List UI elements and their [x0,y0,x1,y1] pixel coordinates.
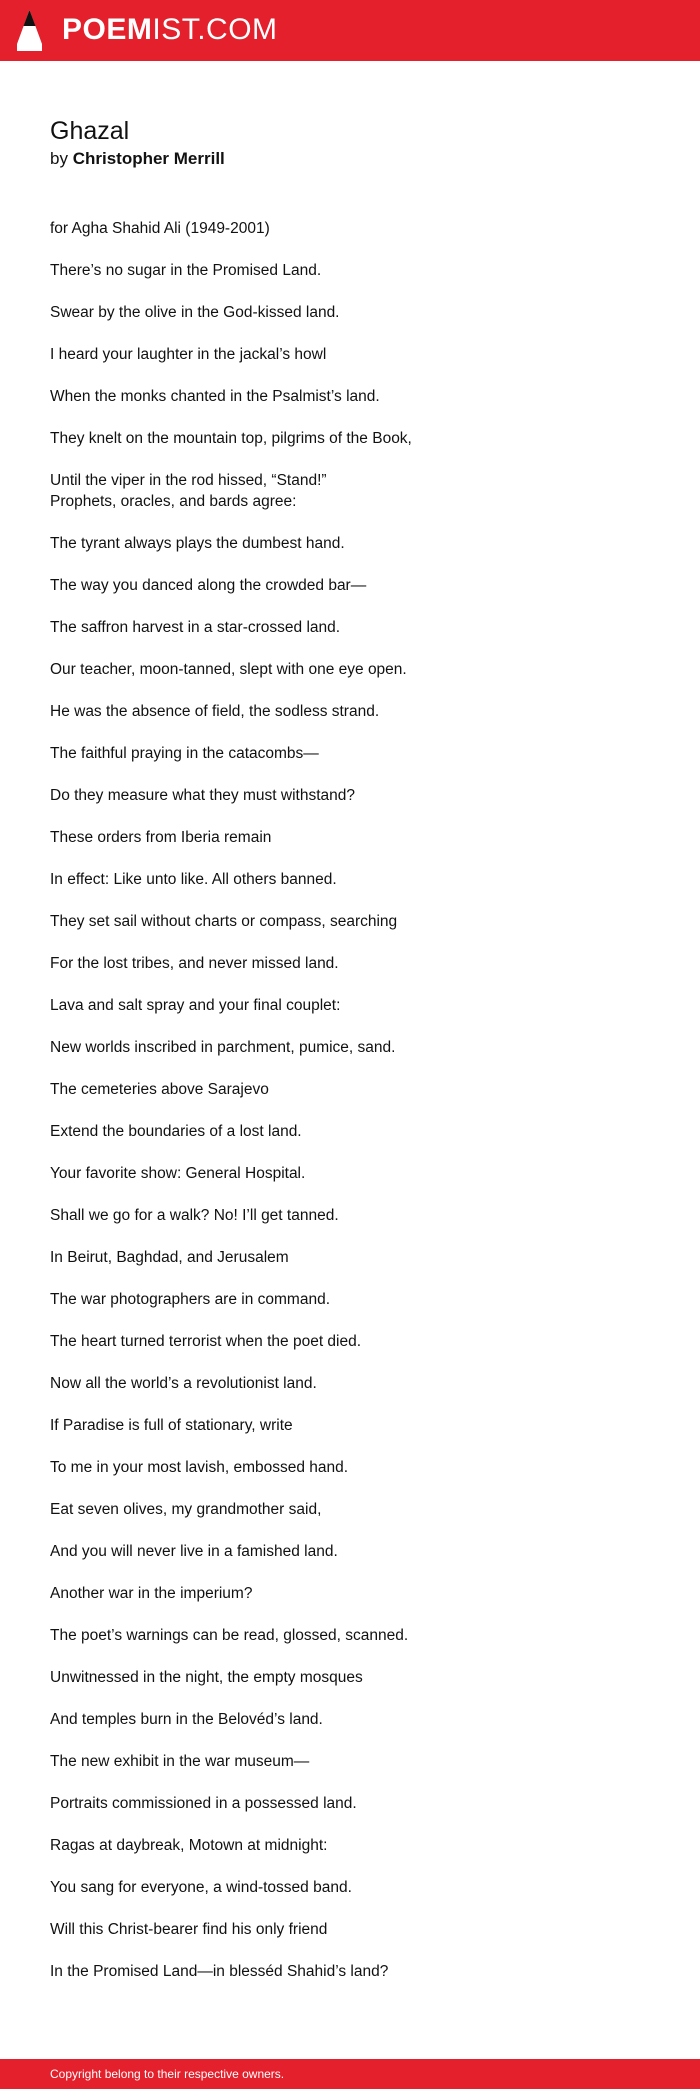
poem-body [50,218,650,2003]
poem-stanza: There’s no sugar in the Promised Land. [50,262,322,279]
poem-stanza: Now all the world’s a revolutionist land. [50,1375,317,1392]
poem-stanza: Extend the boundaries of a lost land. [50,1123,302,1140]
poem-stanza: In effect: Like unto like. All others banned. [50,871,337,888]
logo-light-text: IST.COM [152,13,278,46]
poem-stanza: Portraits commissioned in a possessed land. [50,1795,357,1812]
poem-stanza: The war photographers are in command. [50,1291,331,1308]
logo-bold-text: POEM [62,13,153,46]
poem-stanza: And temples burn in the Belovéd’s land. [50,1711,323,1728]
author-name: Christopher Merrill [72,149,225,168]
poem-stanza: The tyrant always plays the dumbest hand. [50,535,345,552]
poem-stanza: And you will never live in a famished land. [50,1543,338,1560]
poem-stanza: The heart turned terrorist when the poet died. [50,1333,362,1350]
poem-stanza: Swear by the olive in the God-kissed land. [50,304,340,321]
poem-stanza: When the monks chanted in the Psalmist’s land. [50,388,380,405]
poem-stanza: Another war in the imperium? [50,1585,253,1602]
poem-stanza: The faithful praying in the catacombs— [50,745,319,762]
poem-stanza: Unwitnessed in the night, the empty mosques [50,1669,363,1686]
poem-stanza: The cemeteries above Sarajevo [50,1081,269,1098]
poem-stanza: These orders from Iberia remain [50,829,272,846]
poem-stanza: Shall we go for a walk? No! I’ll get tanned. [50,1207,339,1224]
poem-stanza: The saffron harvest in a star-crossed land. [50,619,341,636]
poem-stanza: for Agha Shahid Ali (1949-2001) [50,220,270,237]
poem-byline [50,148,225,170]
site-footer [0,2059,700,2089]
site-logo[interactable] [62,11,278,49]
poem-stanza: Will this Christ-bearer find his only friend [50,1921,328,1938]
copyright-text: Copyright belong to their respective owners. [50,2067,285,2081]
poem-stanza: Our teacher, moon-tanned, slept with one eye open. [50,661,407,678]
pen-nib-icon[interactable] [17,10,42,51]
poem-stanza: I heard your laughter in the jackal’s howl [50,346,327,363]
poem-stanza: Eat seven olives, my grandmother said, [50,1501,322,1518]
poem-stanza: The poet’s warnings can be read, glossed, scanned. [50,1627,409,1644]
poem-stanza: In the Promised Land—in blesséd Shahid’s land? [50,1963,389,1980]
poem-stanza: They knelt on the mountain top, pilgrims of the Book, [50,430,412,447]
poem-stanza: Ragas at daybreak, Motown at midnight: [50,1837,328,1854]
poem-title: Ghazal [50,117,130,145]
byline-prefix: by [50,149,68,168]
poem-stanza: In Beirut, Baghdad, and Jerusalem [50,1249,289,1266]
poem-stanza: The way you danced along the crowded bar— [50,577,367,594]
poem-stanza: Until the viper in the rod hissed, “Stand!” Prophets, oracles, and bards agree: [50,472,327,510]
poem-stanza: Lava and salt spray and your final couplet: [50,997,341,1014]
poem-stanza: For the lost tribes, and never missed land. [50,955,339,972]
poem-stanza: To me in your most lavish, embossed hand. [50,1459,349,1476]
poem-stanza: Your favorite show: General Hospital. [50,1165,306,1182]
poem-stanza: They set sail without charts or compass, searching [50,913,398,930]
poem-stanza: The new exhibit in the war museum— [50,1753,310,1770]
poem-stanza: You sang for everyone, a wind-tossed band. [50,1879,352,1896]
poem-stanza: Do they measure what they must withstand? [50,787,355,804]
poem-stanza: If Paradise is full of stationary, write [50,1417,293,1434]
poem-stanza: He was the absence of field, the sodless strand. [50,703,380,720]
site-header [0,0,700,61]
poem-stanza: New worlds inscribed in parchment, pumice, sand. [50,1039,396,1056]
